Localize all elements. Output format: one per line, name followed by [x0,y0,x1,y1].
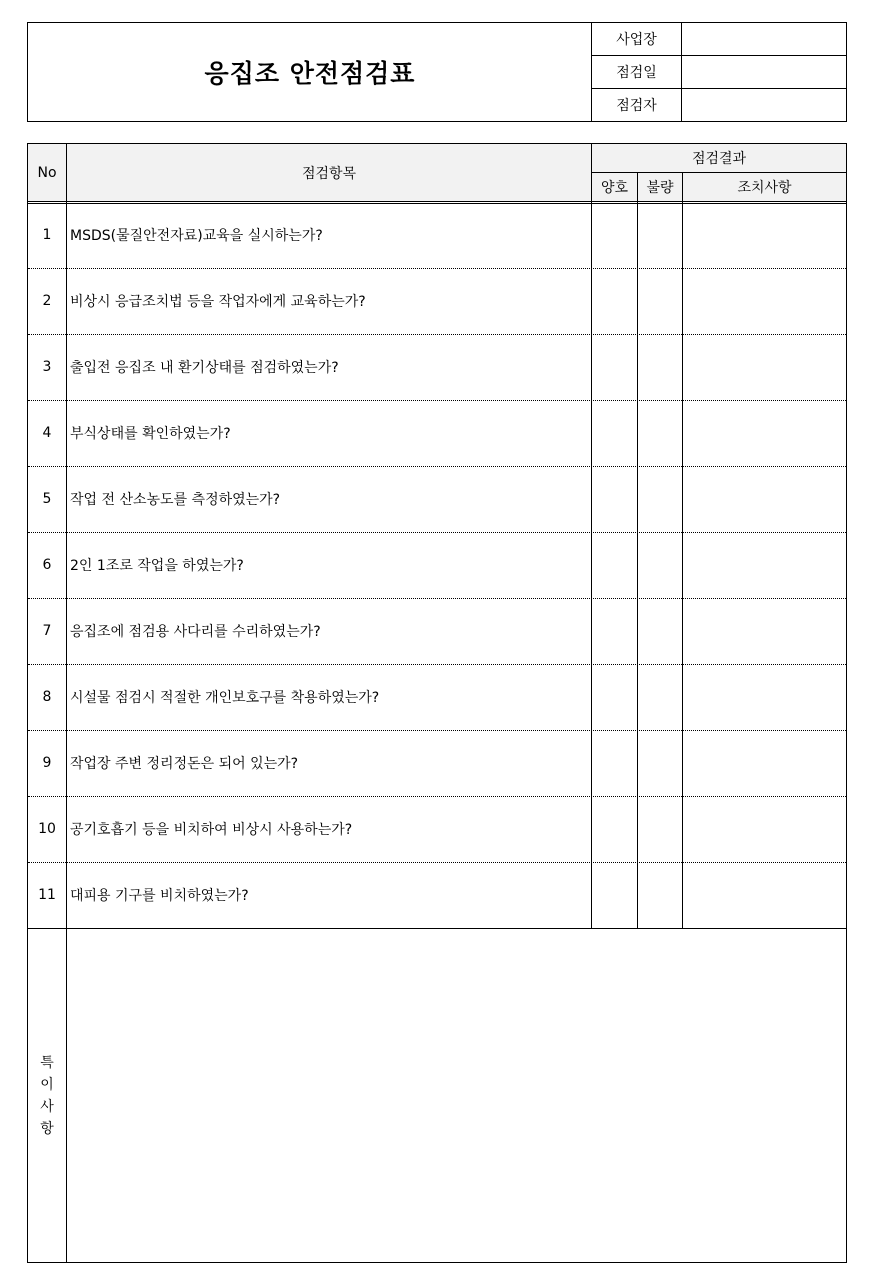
column-bad-header: 불량 [646,180,674,196]
checklist-item: MSDS(물질안전자료)교육을 실시하는가? [70,228,323,244]
row-number: 2 [42,293,52,309]
checklist-item: 대피용 기구를 비치하였는가? [70,888,249,904]
row-number: 1 [42,227,52,243]
notes-label-char: 특 [40,1054,54,1071]
column-action-header: 조치사항 [737,180,792,196]
checklist-item: 부식상태를 확인하였는가? [70,426,231,442]
good-cell[interactable] [592,202,637,268]
inspector-label: 점검자 [616,98,657,114]
checklist-item: 공기호흡기 등을 비치하여 비상시 사용하는가? [70,822,353,838]
row-number: 9 [42,755,52,771]
row-number: 10 [38,821,56,837]
divider [591,172,846,173]
divider [637,173,638,929]
checklist-item: 비상시 응급조치법 등을 작업자에게 교육하는가? [70,294,366,310]
notes-label-char: 사 [40,1098,54,1115]
checklist-item: 출입전 응집조 내 환기상태를 점검하였는가? [70,360,339,376]
document-title: 응집조 안전점검표 [204,59,416,88]
row-number: 7 [42,623,52,639]
inspection-date-label: 점검일 [616,65,657,81]
checklist-item: 2인 1조로 작업을 하였는가? [70,558,244,574]
workplace-field[interactable] [682,23,846,55]
notes-area[interactable] [67,929,846,1262]
inspector-field[interactable] [682,89,846,121]
row-number: 11 [38,887,56,903]
checklist-item: 작업장 주변 정리정돈은 되어 있는가? [70,756,299,772]
column-item-header: 점검항목 [301,165,357,182]
row-number: 3 [42,359,52,375]
workplace-label: 사업장 [616,32,657,48]
notes-label [28,929,66,1262]
column-result-header: 점검결과 [691,151,747,167]
checklist-table [27,143,847,1263]
notes-label-char: 이 [40,1076,54,1093]
row-number: 5 [42,491,52,507]
notes-label-char: 항 [40,1120,54,1137]
checklist-item: 시설물 점검시 적절한 개인보호구를 착용하였는가? [70,690,380,706]
row-number: 8 [42,689,52,705]
bad-cell[interactable] [638,202,682,268]
column-no-header: No [37,164,57,181]
header-box [27,22,847,122]
row-number: 6 [42,557,52,573]
row-number: 4 [42,425,52,441]
divider [682,173,683,929]
column-good-header: 양호 [600,180,629,196]
inspection-date-field[interactable] [682,56,846,88]
checklist-item: 작업 전 산소농도를 측정하였는가? [70,492,281,508]
checklist-item: 응집조에 점검용 사다리를 수리하였는가? [70,624,321,640]
action-cell[interactable] [683,202,846,268]
